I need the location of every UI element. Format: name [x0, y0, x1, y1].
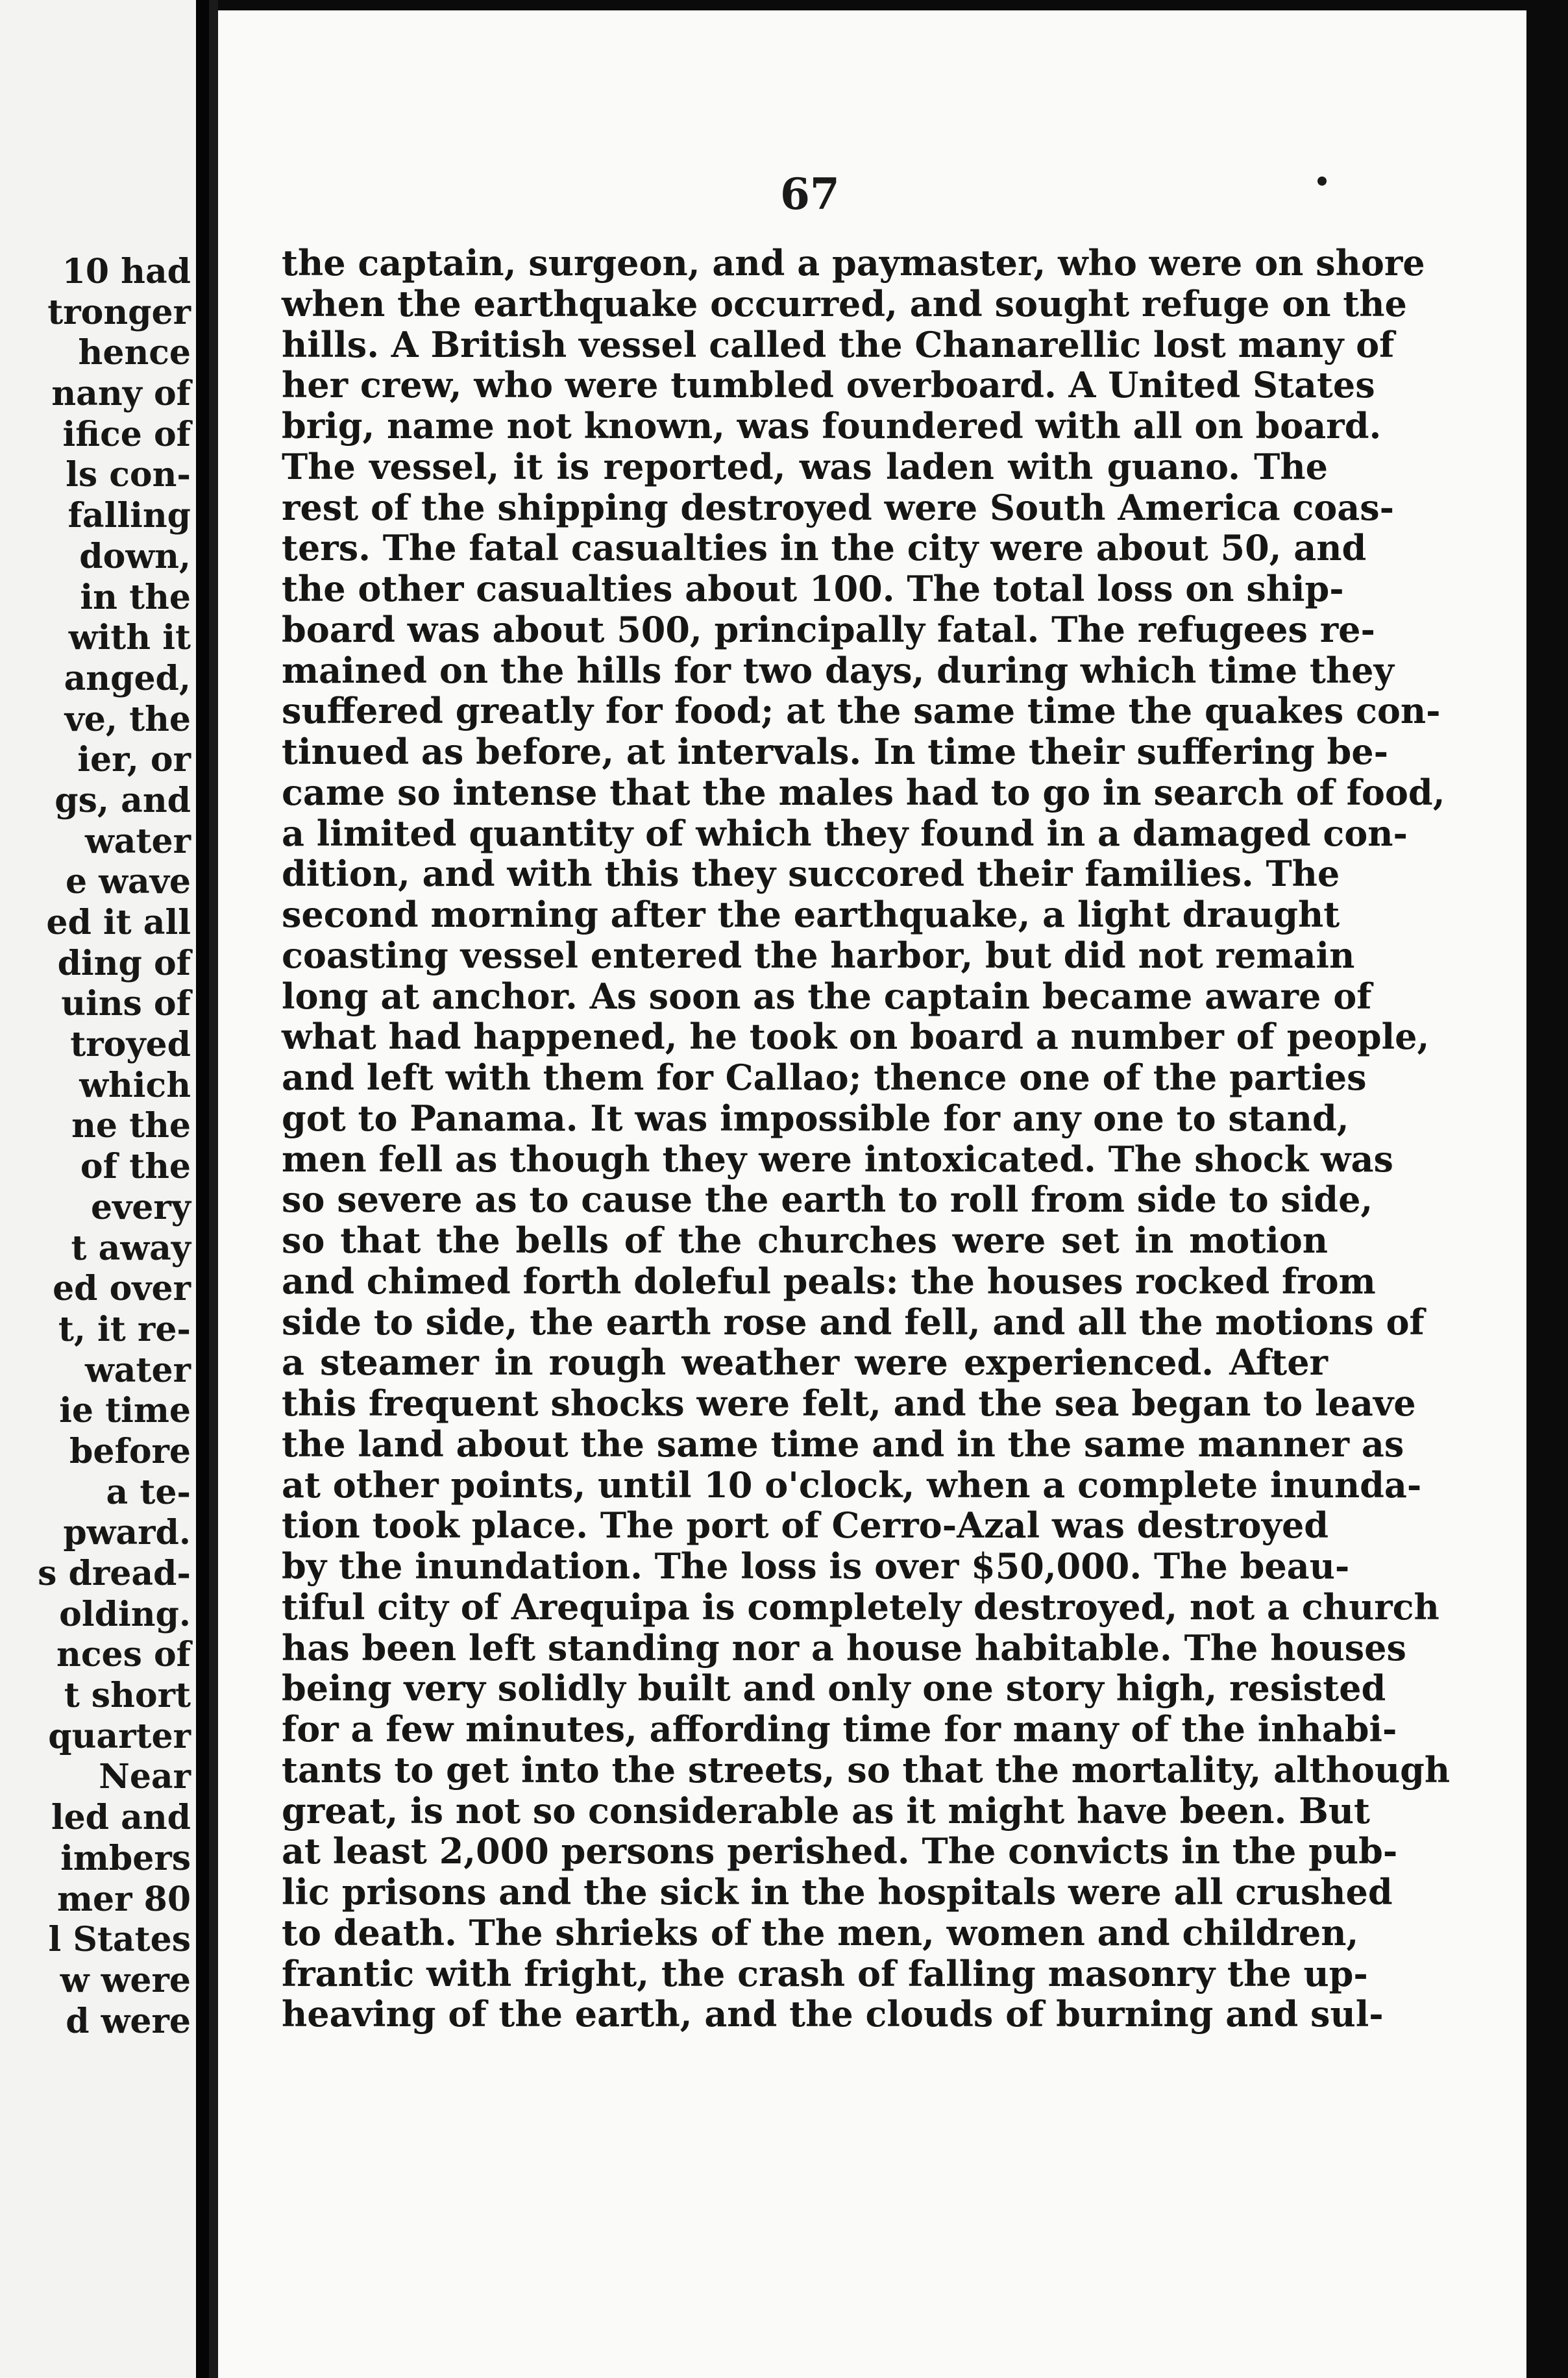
fragment-line: ne the: [71, 1106, 191, 1146]
fragment-line: ding of: [57, 943, 191, 983]
fragment-line: e wave: [66, 862, 191, 902]
previous-page-fragment: [0, 0, 197, 2378]
binding-shadow: [209, 0, 218, 2378]
text-line: heaving of the earth, and the clouds of burning and sul-: [282, 1993, 1384, 2035]
text-line: rest of the shipping destroyed were South America coas-: [282, 486, 1395, 528]
text-line: ters. The fatal casualties in the city were about 50, and: [282, 527, 1367, 569]
text-line: mained on the hills for two days, during which time they: [282, 649, 1394, 691]
page-number: 67: [780, 169, 840, 219]
fragment-line: pward.: [63, 1513, 191, 1553]
fragment-line: ifice of: [62, 414, 191, 454]
text-line: frantic with fright, the crash of falling masonry the up-: [282, 1952, 1368, 1994]
fragment-line: w were: [60, 1960, 191, 2000]
previous-page-text: [0, 252, 191, 2042]
text-line: her crew, who were tumbled overboard. A United States: [282, 364, 1375, 406]
fragment-line: gs, and: [55, 780, 191, 820]
body-text: [282, 242, 1451, 2035]
fragment-line: anged,: [64, 658, 191, 698]
fragment-line: down,: [79, 536, 191, 576]
text-line: and chimed forth doleful peals: the houses rocked from: [282, 1260, 1376, 1302]
fragment-line: before: [69, 1431, 191, 1471]
fragment-line: tronger: [47, 292, 191, 332]
fragment-line: of the: [80, 1147, 191, 1187]
fragment-line: water: [85, 821, 191, 861]
fragment-line: t short: [64, 1676, 191, 1716]
fragment-line: nany of: [51, 374, 191, 414]
text-line: suffered greatly for food; at the same time the quakes con-: [282, 690, 1441, 732]
text-line: brig, name not known, was foundered with all on board.: [282, 405, 1382, 447]
fragment-line: s dread-: [38, 1554, 191, 1593]
fragment-line: water: [85, 1350, 191, 1390]
text-line: for a few minutes, affording time for many of the inhabi-: [282, 1708, 1397, 1750]
text-line: so severe as to cause the earth to roll from side to side,: [282, 1179, 1373, 1221]
text-line: came so intense that the males had to go in search of food,: [282, 771, 1445, 813]
text-line: has been left standing nor a house habitable. The houses: [282, 1626, 1406, 1669]
fragment-line: t, it re-: [58, 1309, 191, 1349]
text-line: long at anchor. As soon as the captain became aware of: [282, 975, 1372, 1017]
text-line: lic prisons and the sick in the hospitals were all crushed: [282, 1871, 1393, 1913]
text-line: at least 2,000 persons perished. The convicts in the pub-: [282, 1830, 1398, 1872]
fragment-line: t away: [71, 1228, 191, 1268]
text-line: tiful city of Arequipa is completely destroyed, not a church: [282, 1586, 1439, 1628]
fragment-line: nces of: [56, 1635, 191, 1675]
text-line: side to side, the earth rose and fell, and all the motions of: [282, 1301, 1425, 1343]
text-line: to death. The shrieks of the men, women and children,: [282, 1911, 1359, 1954]
fragment-line: with it: [68, 618, 191, 658]
text-line: being very solidly built and only one story high, resisted: [282, 1667, 1386, 1710]
fragment-line: Near: [99, 1757, 191, 1797]
fragment-line: led and: [51, 1798, 191, 1838]
text-line: coasting vessel entered the harbor, but did not remain: [282, 934, 1355, 976]
text-line: men fell as though they were intoxicated. The shock was: [282, 1138, 1393, 1180]
fragment-line: hence: [78, 333, 191, 373]
fragment-line: ed it all: [46, 903, 191, 942]
fragment-line: mer 80: [57, 1879, 191, 1919]
fragment-line: ve, the: [64, 699, 191, 739]
text-line: great, is not so considerable as it might have been. But: [282, 1789, 1370, 1832]
text-line: hills. A British vessel called the Chanarellic lost many of: [282, 323, 1395, 365]
text-line: the captain, surgeon, and a paymaster, who were on shore: [282, 242, 1425, 284]
text-line: a limited quantity of which they found in a damaged con-: [282, 812, 1408, 854]
text-line: at other points, until 10 o'clock, when a complete inunda-: [282, 1464, 1422, 1506]
text-line: The vessel, it is reported, was laden with guano. The: [282, 445, 1328, 487]
text-line: a steamer in rough weather were experienced. After: [282, 1342, 1328, 1384]
text-line: dition, and with this they succored their families. The: [282, 853, 1340, 895]
fragment-line: falling: [67, 496, 191, 536]
text-line: this frequent shocks were felt, and the sea began to leave: [282, 1382, 1416, 1424]
fragment-line: 10 had: [62, 252, 191, 291]
binding-gutter: [196, 0, 209, 2378]
fragment-line: quarter: [48, 1716, 191, 1756]
text-line: board was about 500, principally fatal. The refugees re-: [282, 608, 1375, 650]
text-line: the other casualties about 100. The total loss on ship-: [282, 568, 1344, 609]
fragment-line: l States: [48, 1920, 191, 1960]
fragment-line: troyed: [70, 1025, 191, 1065]
text-line: and left with them for Callao; thence one of the parties: [282, 1057, 1367, 1098]
fragment-line: ie time: [59, 1391, 191, 1431]
fragment-line: uins of: [61, 984, 191, 1024]
fragment-line: ed over: [53, 1269, 191, 1309]
text-line: tion took place. The port of Cerro-Azal was destroyed: [282, 1504, 1329, 1547]
fragment-line: which: [79, 1065, 191, 1105]
text-line: tants to get into the streets, so that the mortality, although: [282, 1748, 1451, 1791]
text-line: so that the bells of the churches were set in motion: [282, 1220, 1328, 1261]
scan-border: [1526, 0, 1568, 2378]
text-line: by the inundation. The loss is over $50,000. The beau-: [282, 1545, 1350, 1587]
text-line: second morning after the earthquake, a light draught: [282, 894, 1340, 935]
fragment-line: olding.: [59, 1594, 191, 1634]
text-line: when the earthquake occurred, and sought refuge on the: [282, 282, 1407, 325]
fragment-line: in the: [80, 577, 191, 617]
fragment-line: imbers: [60, 1838, 191, 1878]
text-line: the land about the same time and in the same manner as: [282, 1423, 1404, 1465]
fragment-line: ls con-: [66, 455, 191, 495]
text-line: what had happened, he took on board a number of people,: [282, 1016, 1430, 1058]
fragment-line: a te-: [106, 1472, 191, 1512]
fragment-line: every: [91, 1187, 191, 1227]
text-line: tinued as before, at intervals. In time their suffering be-: [282, 731, 1389, 772]
ink-dot: [1317, 177, 1327, 186]
fragment-line: ier, or: [77, 740, 191, 780]
text-line: got to Panama. It was impossible for any one to stand,: [282, 1097, 1349, 1139]
fragment-line: d were: [66, 2001, 191, 2041]
